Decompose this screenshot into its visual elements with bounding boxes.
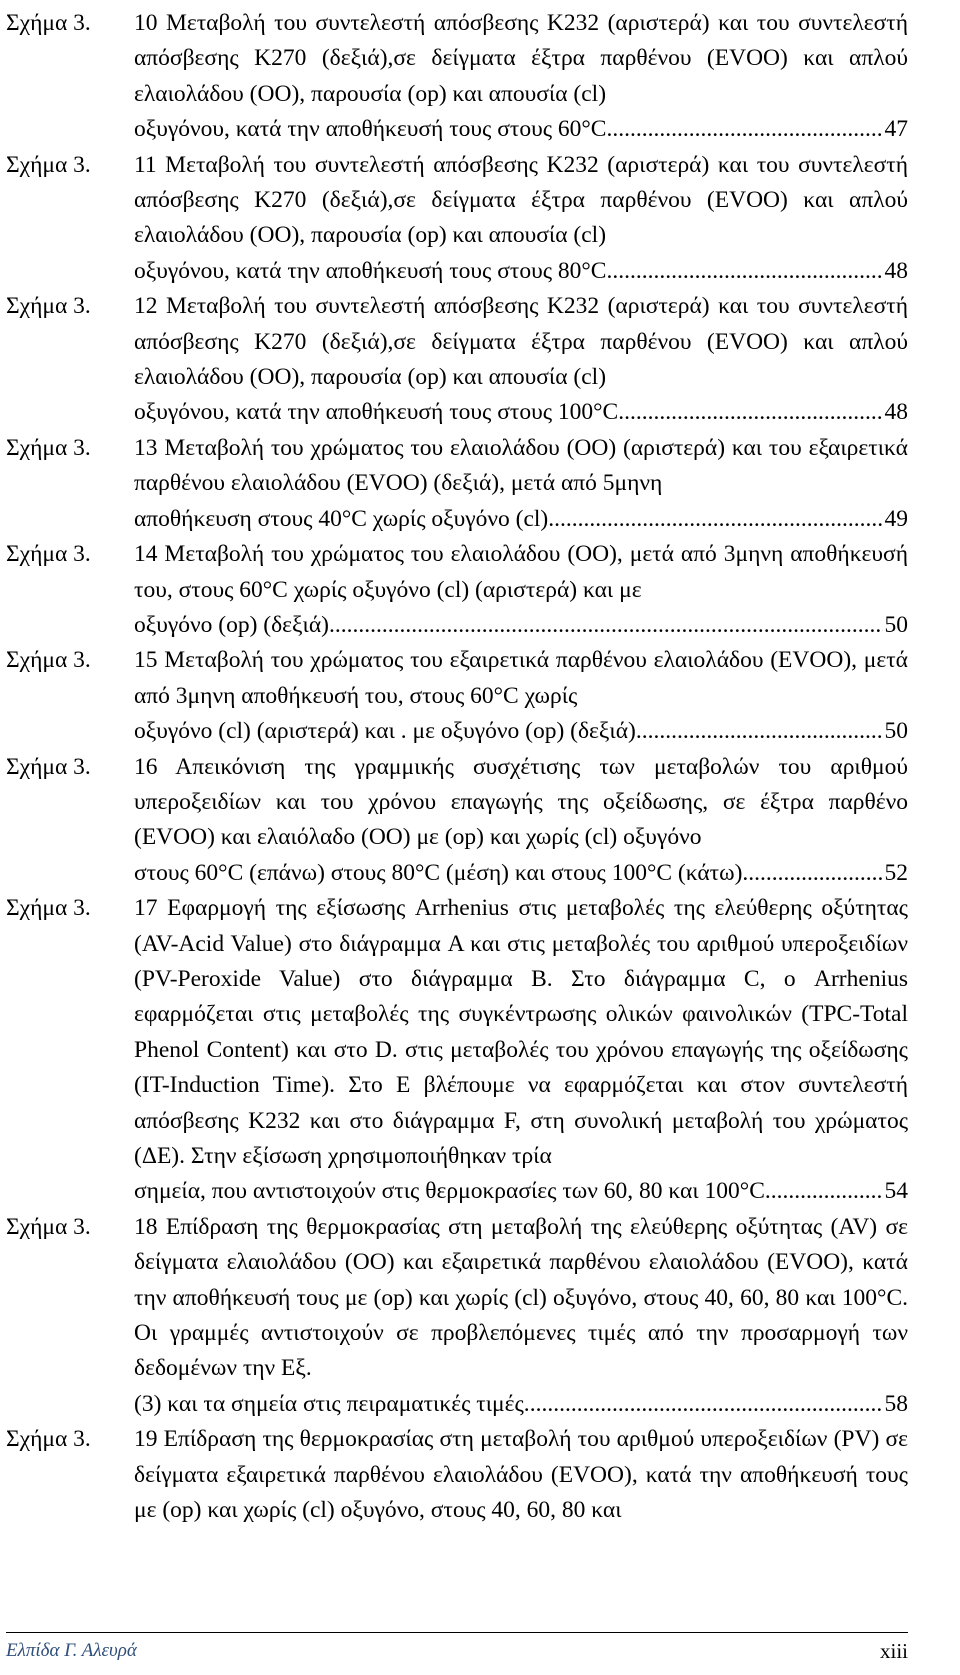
toc-entry-prefix: Σχήμα 3.	[6, 1213, 91, 1240]
toc-entry-caption-end: σημεία, που αντιστοιχούν στις θερμοκρασίες των 60, 80 και 100°C.	[134, 1178, 771, 1205]
toc-entry-prefix: Σχήμα 3.	[6, 10, 91, 36]
toc-entry-page-number[interactable]: 58	[884, 1390, 908, 1417]
toc-entry-prefix: Σχήμα 3.	[6, 753, 91, 780]
toc-entry-last-line	[134, 608, 908, 643]
toc-entry-page-number[interactable]: 49	[884, 505, 908, 532]
toc-entry-last-line	[134, 856, 908, 891]
toc-entry-caption: 14 Μεταβολή του χρώματος του ελαιολάδου (OO), μετά από 3μηνη αποθήκευσή του, στους 60°C χωρίς οξυγόνο (cl) (αριστερά) και με	[134, 541, 908, 603]
dot-leader	[530, 1387, 883, 1422]
toc-entry-page-number[interactable]: 50	[884, 718, 908, 745]
toc-entry-caption-end: στους 60°C (επάνω) στους 80°C (μέση) και στους 100°C (κάτω).	[134, 859, 749, 886]
toc-entry-caption-end: οξυγόνου, κατά την αποθήκευσή τους στους 80°C.	[134, 257, 613, 284]
toc-entry-last-line	[134, 1387, 908, 1422]
toc-entry-prefix: Σχήμα 3.	[6, 434, 91, 461]
toc-entry-page-number[interactable]: 48	[884, 399, 908, 426]
footer-page-number: xiii	[879, 1639, 908, 1663]
dot-leader	[624, 395, 882, 430]
toc-entry-caption: 16 Απεικόνιση της γραμμικής συσχέτισης των μεταβολών του αριθμού υπεροξειδίων και του χρόνου επαγωγής της οξείδωσης, σε έξτρα παρθένο (EVOO) και ελαιόλαδο (OO) με (op) και χωρίς (cl) οξυγόνο	[134, 753, 908, 851]
footer-divider	[6, 1632, 908, 1633]
toc-entry-prefix: Σχήμα 3.	[6, 541, 91, 568]
toc-entry[interactable]	[6, 289, 908, 431]
dot-leader	[335, 608, 883, 643]
toc-entry-caption: 12 Μεταβολή του συντελεστή απόσβεσης K232 (αριστερά) και του συντελεστή απόσβεσης K270 (δεξιά),σε δείγματα έξτρα παρθένου (EVOO) και απλού ελαιολάδου (OO), παρουσία (op) και απουσία (cl)	[134, 293, 908, 391]
dot-leader	[771, 1174, 883, 1209]
toc-entry-prefix: Σχήμα 3.	[6, 151, 91, 178]
toc-entry-caption: 18 Επίδραση της θερμοκρασίας στη μεταβολή της ελεύθερης οξύτητας (AV) σε δείγματα ελαιολάδου (OO) και εξαιρετικά παρθένου ελαιολάδου (EVOO), κατά την αποθήκευσή τους με (op) και χωρίς (cl) οξυγόνο, στους 40, 60, 80 και 100°C. Οι γραμμές αντιστοιχούν σε προβλεπόμενες τιμές από την προσαρμογή των δεδομένων την Εξ.	[134, 1213, 908, 1382]
toc-entry[interactable]	[6, 6, 908, 148]
toc-entry-caption: 10 Μεταβολή του συντελεστή απόσβεσης K232 (αριστερά) και του συντελεστή απόσβεσης K270 (δεξιά),σε δείγματα έξτρα παρθένου (EVOO) και απλού ελαιολάδου (OO), παρουσία (op) και απουσία (cl)	[134, 10, 908, 107]
footer-author: Ελπίδα Γ. Αλευρά	[6, 1640, 137, 1661]
toc-entry-page-number[interactable]: 48	[884, 257, 908, 284]
toc-entry-prefix: Σχήμα 3.	[6, 293, 91, 320]
toc-entry-caption-end: αποθήκευση στους 40°C χωρίς οξυγόνο (cl).	[134, 505, 555, 532]
toc-entry-caption: 13 Μεταβολή του χρώματος του ελαιολάδου (OO) (αριστερά) και του εξαιρετικά παρθένου ελαιολάδου (EVOO) (δεξιά), μετά από 5μηνη	[134, 434, 908, 497]
toc-entry-caption: 17 Εφαρμογή της εξίσωσης Arrhenius στις μεταβολές της ελεύθερης οξύτητας (AV-Acid Value) στο διάγραμμα A και στις μεταβολές του αριθμού υπεροξειδίων (PV-Peroxide Value) στο διάγραμμα B. Στο διάγραμμα C, ο Arrhenius εφαρμόζεται στις μεταβολές της συγκέντρωσης ολικών φαινολικών (TPC-Total Phenol Content) και στο D. στις μεταβολές του χρόνου επαγωγής της οξείδωσης (IT-Induction Time). Στο E βλέπουμε να εφαρμόζεται και στον συντελεστή απόσβεσης K232 και στο διάγραμμα F, στη συνολική μεταβολή του χρώματος (ΔE). Στην εξίσωση χρησιμοποιήθηκαν τρία	[134, 895, 908, 1169]
toc-entry-last-line	[134, 254, 908, 289]
toc-entry-caption: 11 Μεταβολή του συντελεστή απόσβεσης K232 (αριστερά) και του συντελεστή απόσβεσης K270 (δεξιά),σε δείγματα έξτρα παρθένου (EVOO) και απλού ελαιολάδου (OO), παρουσία (op) και απουσία (cl)	[134, 151, 908, 249]
toc-entry-caption-end: (3) και τα σημεία στις πειραματικές τιμές.	[134, 1390, 530, 1417]
toc-entry-caption-end: οξυγόνου, κατά την αποθήκευσή τους στους 60°C.	[134, 116, 613, 143]
toc-entry-caption-end: οξυγόνο (op) (δεξιά).	[134, 611, 335, 638]
toc-entry-last-line	[134, 112, 908, 147]
toc-entry-caption-end: οξυγόνου, κατά την αποθήκευσή τους στους 100°C.	[134, 399, 625, 426]
dot-leader	[642, 714, 883, 749]
toc-entry[interactable]	[6, 431, 908, 537]
toc-entry[interactable]	[6, 891, 908, 1210]
toc-entry-last-line	[134, 502, 908, 537]
dot-leader	[554, 502, 882, 537]
toc-entry-page-number[interactable]: 54	[884, 1178, 908, 1205]
dot-leader	[612, 254, 882, 289]
toc-entry[interactable]	[6, 148, 908, 290]
list-of-figures	[6, 6, 908, 1528]
toc-entry[interactable]	[6, 750, 908, 892]
toc-entry[interactable]	[6, 1210, 908, 1422]
toc-entry-page-number[interactable]: 52	[884, 859, 908, 886]
toc-entry-caption: 15 Μεταβολή του χρώματος του εξαιρετικά παρθένου ελαιολάδου (EVOO), μετά από 3μηνη αποθήκευσή του, στους 60°C χωρίς	[134, 647, 908, 709]
toc-entry-page-number[interactable]: 47	[884, 116, 908, 143]
toc-entry-caption-end: οξυγόνο (cl) (αριστερά) και . με οξυγόνο (op) (δεξιά).	[134, 718, 642, 745]
toc-entry[interactable]	[6, 643, 908, 749]
dot-leader	[612, 112, 882, 147]
toc-entry-prefix: Σχήμα 3.	[6, 647, 91, 674]
toc-entry-page-number[interactable]: 50	[884, 611, 908, 638]
toc-entry-prefix: Σχήμα 3.	[6, 895, 91, 922]
toc-entry-prefix: Σχήμα 3.	[6, 1426, 91, 1453]
toc-entry-last-line	[134, 714, 908, 749]
toc-entry[interactable]	[6, 1422, 908, 1528]
toc-entry-last-line	[134, 1174, 908, 1209]
toc-entry-last-line	[134, 395, 908, 430]
toc-entry[interactable]	[6, 537, 908, 643]
dot-leader	[748, 856, 882, 891]
toc-entry-caption: 19 Επίδραση της θερμοκρασίας στη μεταβολή του αριθμού υπεροξειδίων (PV) σε δείγματα εξαιρετικά παρθένου ελαιολάδου (EVOO), κατά την αποθήκευσή τους με (op) και χωρίς (cl) οξυγόνο, στους 40, 60, 80 και	[134, 1426, 908, 1524]
